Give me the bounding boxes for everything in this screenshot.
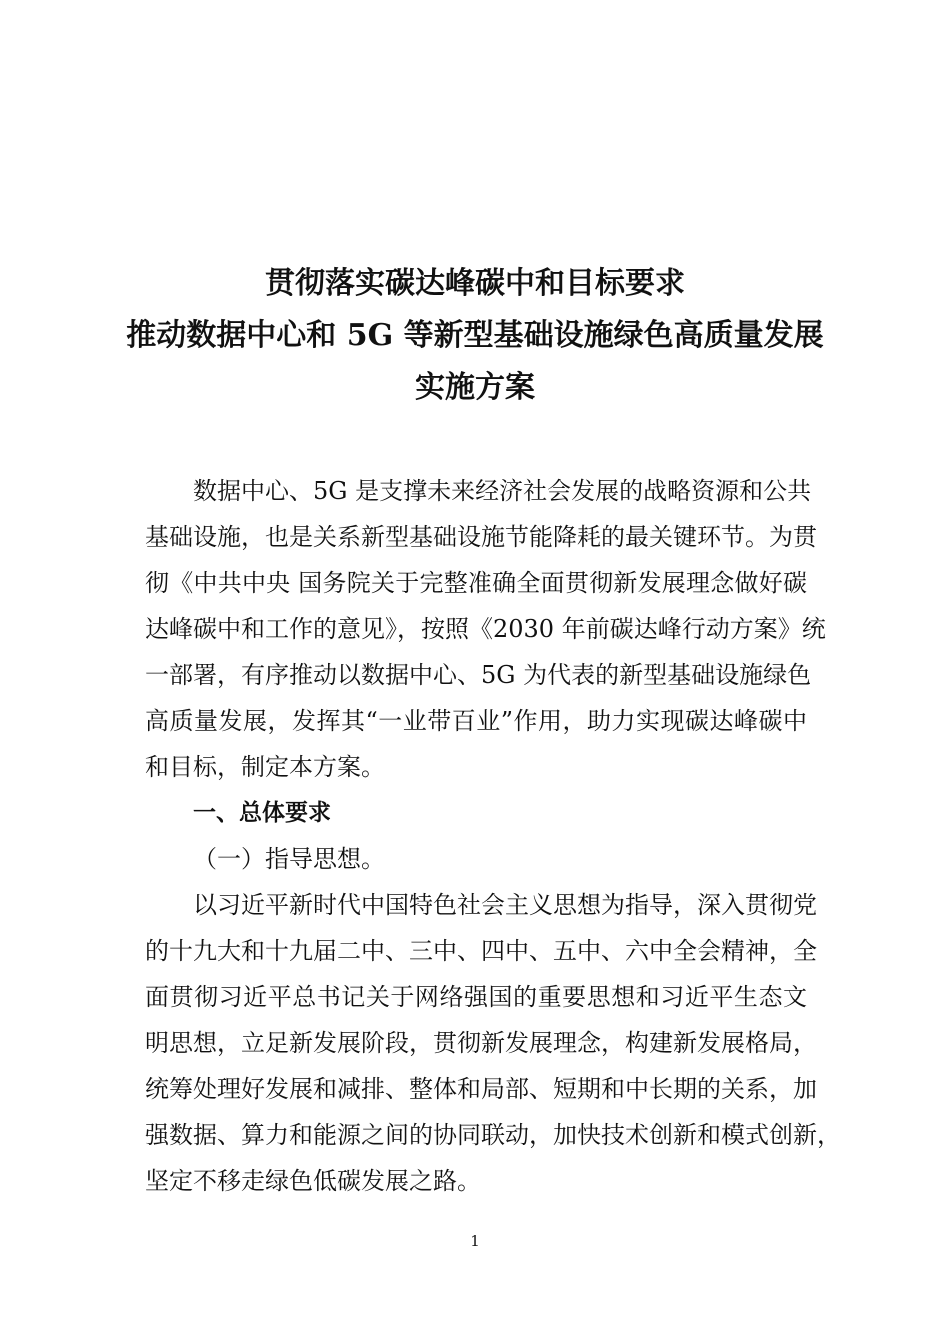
title-line-3: 实施方案 bbox=[415, 370, 535, 405]
intro-paragraph-line: 一部署，有序推动以数据中心、5G 为代表的新型基础设施绿色 bbox=[145, 661, 812, 689]
guideline-paragraph-line: 强数据、算力和能源之间的协同联动，加快技术创新和模式创新， bbox=[145, 1121, 841, 1149]
intro-paragraph-line: 数据中心、5G 是支撑未来经济社会发展的战略资源和公共 bbox=[193, 477, 812, 505]
guideline-paragraph-line: 的十九大和十九届二中、三中、四中、五中、六中全会精神，全 bbox=[145, 937, 817, 965]
subsection-heading: （一）指导思想。 bbox=[193, 845, 385, 873]
guideline-paragraph-line: 明思想，立足新发展阶段，贯彻新发展理念，构建新发展格局， bbox=[145, 1029, 817, 1057]
document-body bbox=[145, 468, 841, 1204]
intro-paragraph-line: 和目标，制定本方案。 bbox=[145, 753, 385, 781]
intro-paragraph-line: 彻《中共中央 国务院关于完整准确全面贯彻新发展理念做好碳 bbox=[145, 569, 807, 597]
guideline-paragraph-line: 面贯彻习近平总书记关于网络强国的重要思想和习近平生态文 bbox=[145, 983, 807, 1011]
title-line-2: 推动数据中心和 5G 等新型基础设施绿色高质量发展 bbox=[126, 318, 824, 353]
intro-paragraph-line: 达峰碳中和工作的意见》，按照《2030 年前碳达峰行动方案》统 bbox=[145, 615, 826, 643]
title-line-1: 贯彻落实碳达峰碳中和目标要求 bbox=[265, 266, 685, 301]
section-heading: 一、总体要求 bbox=[193, 800, 331, 826]
guideline-paragraph-line: 坚定不移走绿色低碳发展之路。 bbox=[145, 1167, 481, 1195]
page-number: 1 bbox=[470, 1232, 480, 1250]
intro-paragraph-line: 高质量发展，发挥其“一业带百业”作用，助力实现碳达峰碳中 bbox=[145, 707, 807, 735]
guideline-paragraph-line: 统筹处理好发展和减排、整体和局部、短期和中长期的关系，加 bbox=[145, 1075, 817, 1103]
guideline-paragraph-line: 以习近平新时代中国特色社会主义思想为指导，深入贯彻党 bbox=[193, 891, 817, 919]
intro-paragraph-line: 基础设施，也是关系新型基础设施节能降耗的最关键环节。为贯 bbox=[145, 523, 817, 551]
document-title bbox=[0, 258, 950, 414]
